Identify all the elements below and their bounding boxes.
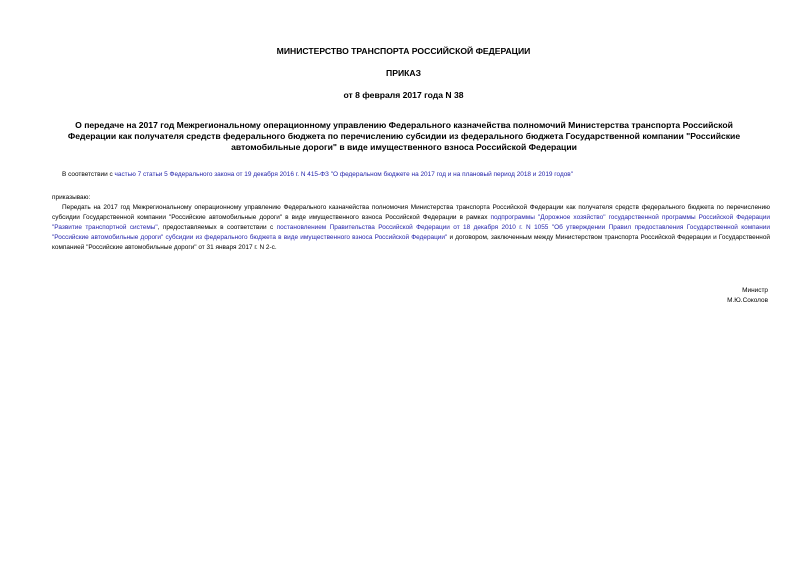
body-text-part1: Передать на 2017 год Межрегиональному операционному управлению Федерального казначейства полномочия Министерства транспорта Российской Федерации как получателя средств федерального бюджета по перечислению субсидии Государственной компании "Российские автомобильные дороги" в виде имущественного взноса Российской Федерации в рамках	[52, 204, 770, 221]
federal-law-link[interactable]: частью 7 статьи 5 Федерального закона от 19 декабря 2016 г. N 415-ФЗ "О федеральном бюджете на 2017 год и на плановый период 2018 и 2019 годов"	[114, 171, 573, 178]
orders-word: приказываю:	[52, 194, 91, 201]
preamble	[62, 170, 762, 180]
ministry-heading: МИНИСТЕРСТВО ТРАНСПОРТА РОССИЙСКОЙ ФЕДЕРАЦИИ	[276, 46, 531, 56]
subprogram-link[interactable]: подпрограммы "Дорожное хозяйство" государственной программы Российской Федерации "Развитие транспортной системы"	[52, 214, 770, 231]
order-body-paragraph	[52, 203, 770, 253]
signer-title: Министр	[742, 287, 768, 294]
document-title: О передаче на 2017 год Межрегиональному операционному управлению Федерального казначейства полномочий Министерства транспорта Российской Федерации как получателя средств федерального бюджета по перечислению субсидии из федерального бюджета Государственной компании "Российские автомобильные дороги" в виде имущественного взноса Российской Федерации	[67, 120, 741, 152]
signer-name: М.Ю.Соколов	[727, 297, 768, 304]
body-text-part2: , предоставляемых в соответствии с	[157, 224, 277, 231]
order-type-heading: ПРИКАЗ	[386, 68, 421, 78]
government-resolution-link[interactable]: постановлением Правительства Российской Федерации от 18 декабря 2010 г. N 1055 "Об утверждении Правил предоставления Государственной компании "Российские автомобильные дороги" субсидии из федерального бюджета в виде имущественного взноса Российской Федерации"	[52, 224, 770, 241]
preamble-text: В соответствии с	[62, 171, 115, 178]
body-text-part3: и договором, заключенным между Министерством транспорта Российской Федерации и Государственной компанией "Российские автомобильные дороги" от 31 января 2017 г. N 2-с.	[52, 234, 771, 251]
order-date-heading: от 8 февраля 2017 года N 38	[343, 90, 464, 100]
